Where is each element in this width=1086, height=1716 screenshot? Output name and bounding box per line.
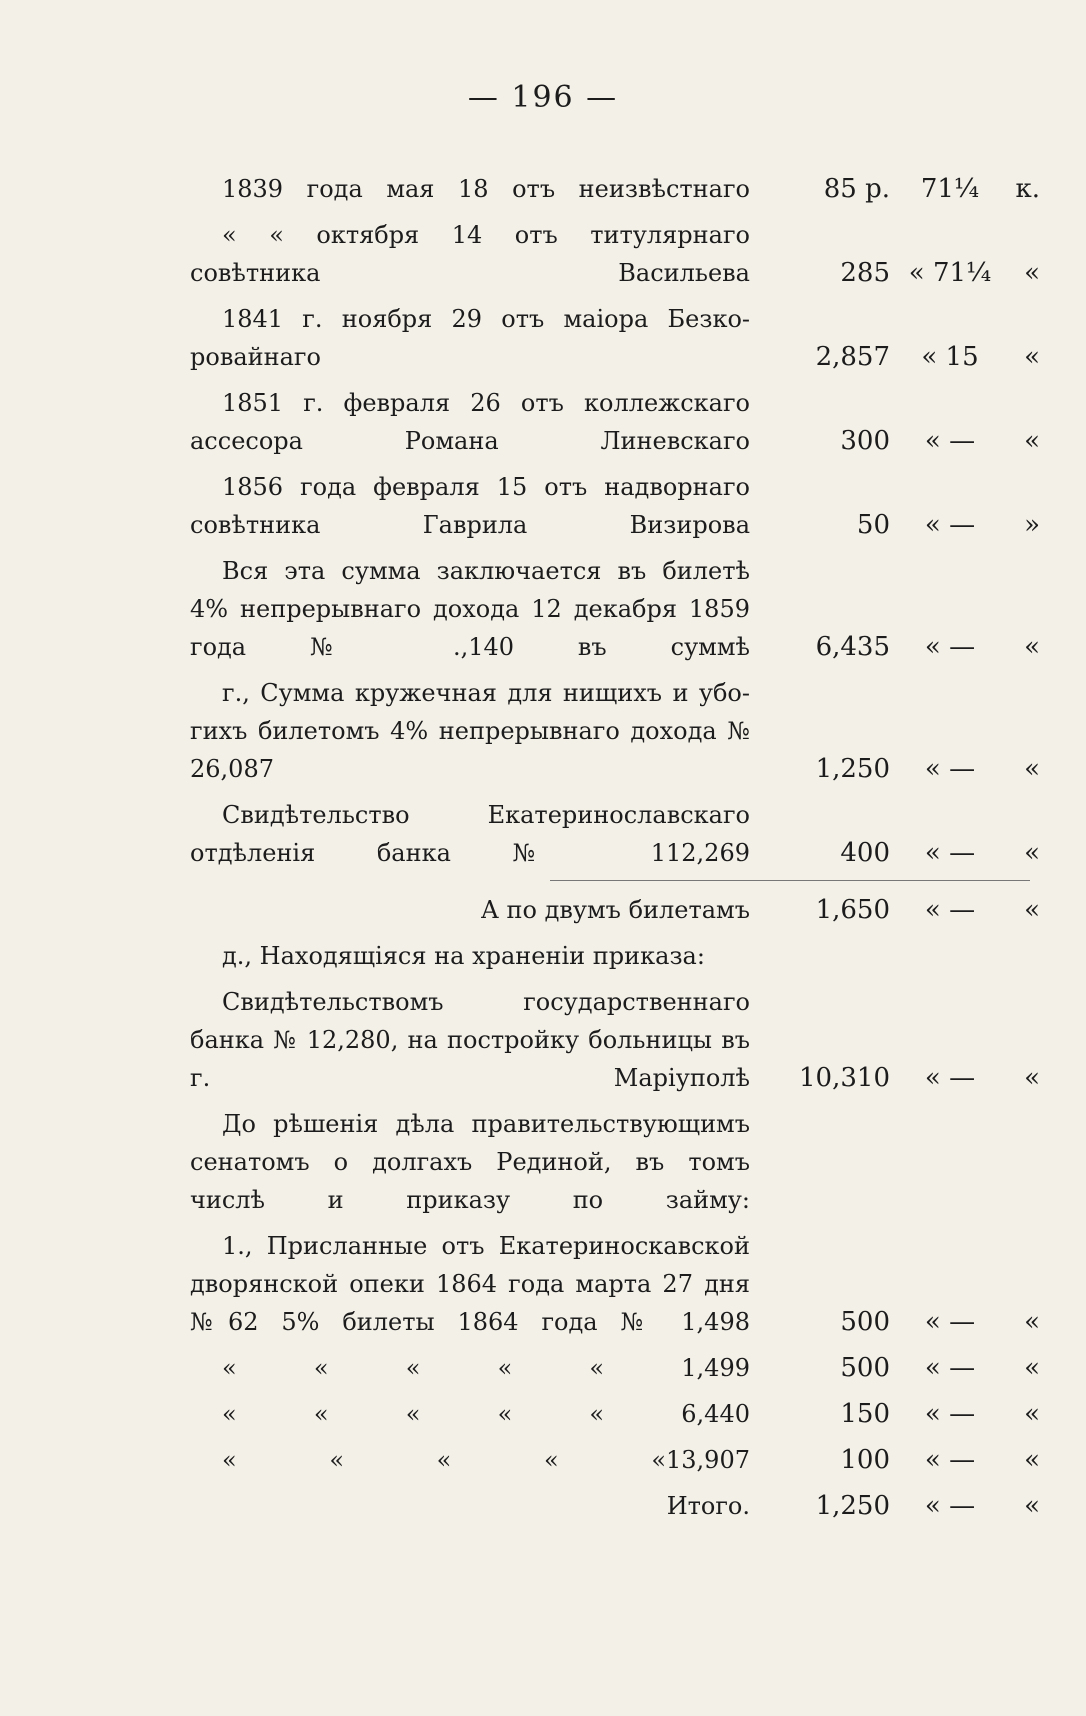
- ledger-row: [190, 552, 1040, 666]
- entry-unit: «: [1024, 1063, 1040, 1093]
- entry-kopecks: « —: [924, 510, 976, 540]
- entry-amount: [750, 834, 1040, 872]
- ledger-row: [190, 468, 1040, 544]
- entry-unit: «: [1024, 1353, 1040, 1383]
- section-heading: д., Находящіяся на храненіи приказа:: [222, 942, 705, 970]
- ledger-row: [190, 674, 1040, 788]
- entry-rubles: 285: [840, 258, 890, 288]
- subtotal-kopecks: « —: [924, 895, 976, 925]
- ledger-row: [190, 300, 1040, 376]
- ledger-row: [190, 1227, 1040, 1341]
- note-paragraph: До рѣшенія дѣла правительствующимъ сенатомъ о долгахъ Рединой, въ томъ числѣ и приказу по займу:: [190, 1110, 750, 1214]
- entry-rubles: 300: [840, 426, 890, 456]
- total-row: [190, 1487, 1040, 1525]
- entry-description: « « « « «13,907: [222, 1446, 750, 1474]
- entry-description: 1856 года февраля 15 отъ надворнаго совѣтника Гаврила Визирова: [190, 473, 750, 539]
- entry-kopecks: 71¼: [920, 174, 980, 204]
- entry-rubles: 85 р.: [823, 174, 890, 204]
- ledger-row: [190, 1349, 1040, 1387]
- entry-amount: [750, 1441, 1040, 1479]
- entry-unit: «: [1024, 632, 1040, 662]
- ledger-row: [190, 796, 1040, 872]
- entry-kopecks: « —: [924, 838, 976, 868]
- ledger-row: [190, 983, 1040, 1097]
- total-rubles: 1,250: [815, 1491, 890, 1521]
- entry-description: г., Сумма кружечная для нищихъ и убогихъ билетомъ 4% непрерывнаго дохода № 26,087: [190, 679, 750, 783]
- ledger-row: [190, 1441, 1040, 1479]
- entry-rubles: 500: [840, 1307, 890, 1337]
- entry-amount: [750, 422, 1040, 460]
- entry-rubles: 50: [856, 510, 890, 540]
- entry-description: « « октября 14 отъ титулярнаго совѣтника Васильева: [190, 221, 750, 287]
- entry-description: 1851 г. февраля 26 отъ коллежскаго ассесора Романа Линевскаго: [190, 389, 750, 455]
- ledger-row: [190, 170, 1040, 208]
- entry-amount: [750, 628, 1040, 666]
- entry-rubles: 150: [840, 1399, 890, 1429]
- entry-kopecks: « —: [924, 1445, 976, 1475]
- entry-description: « « « « « 1,499: [222, 1354, 750, 1382]
- entry-unit: «: [1024, 1307, 1040, 1337]
- divider: [550, 880, 1030, 881]
- entry-amount: [750, 1349, 1040, 1387]
- entry-kopecks: « —: [924, 1063, 976, 1093]
- subtotal-row: [190, 891, 1040, 929]
- entry-kopecks: « —: [924, 1399, 976, 1429]
- entry-kopecks: « 15: [921, 342, 979, 372]
- entry-kopecks: « 71¼: [908, 258, 992, 288]
- ledger-block-storage: [190, 983, 1040, 1097]
- total-unit: «: [1024, 1491, 1040, 1521]
- ledger-row: [190, 216, 1040, 292]
- ledger-row: [190, 1395, 1040, 1433]
- entry-amount: [750, 1395, 1040, 1433]
- entry-unit: «: [1024, 342, 1040, 372]
- entry-unit: «: [1024, 838, 1040, 868]
- entry-unit: «: [1024, 426, 1040, 456]
- entry-unit: »: [1024, 510, 1040, 540]
- entry-kopecks: « —: [924, 754, 976, 784]
- entry-rubles: 2,857: [815, 342, 890, 372]
- entry-description: « « « « « 6,440: [222, 1400, 750, 1428]
- entry-description: 1841 г. ноября 29 отъ маіора Безкоровайнаго: [190, 305, 750, 371]
- entry-kopecks: « —: [924, 426, 976, 456]
- ledger-row: [190, 384, 1040, 460]
- total-label: Итого.: [666, 1492, 750, 1520]
- total-kopecks: « —: [924, 1491, 976, 1521]
- entry-kopecks: « —: [924, 1353, 976, 1383]
- ledger-block-bonds: [190, 1227, 1040, 1479]
- entry-rubles: 100: [840, 1445, 890, 1475]
- subtotal-rubles: 1,650: [815, 895, 890, 925]
- entry-amount: [750, 338, 1040, 376]
- entry-description: Свидѣтельствомъ государственнаго банка № 12,280, на постройку больницы въ г. Маріуполѣ: [190, 988, 750, 1092]
- subtotal-label: А по двумъ билетамъ: [480, 896, 750, 924]
- entry-amount: [750, 1303, 1040, 1341]
- entry-amount: [750, 1059, 1040, 1097]
- entry-description: 1839 года мая 18 отъ неизвѣстнаго: [222, 175, 750, 203]
- entry-amount: [750, 170, 1040, 208]
- entry-amount: [750, 506, 1040, 544]
- entry-unit: «: [1024, 258, 1040, 288]
- entry-description: Свидѣтельство Екатеринославскаго отдѣленія банка № 112,269: [190, 801, 750, 867]
- entry-description: 1., Присланные отъ Екатериноскавской дворянской опеки 1864 года марта 27 дня №62 5% билеты 1864 года № 1,498: [190, 1232, 750, 1336]
- subtotal-unit: «: [1024, 895, 1040, 925]
- entry-kopecks: « —: [924, 1307, 976, 1337]
- entry-rubles: 400: [840, 838, 890, 868]
- entry-rubles: 500: [840, 1353, 890, 1383]
- ledger-block-donations: [190, 170, 1040, 872]
- entry-unit: к.: [1015, 174, 1040, 204]
- total-amount: [750, 1487, 1040, 1525]
- entry-kopecks: « —: [924, 632, 976, 662]
- ledger: [190, 170, 1040, 1533]
- entry-rubles: 10,310: [799, 1063, 890, 1093]
- entry-rubles: 6,435: [815, 632, 890, 662]
- entry-rubles: 1,250: [815, 754, 890, 784]
- entry-unit: «: [1024, 754, 1040, 784]
- entry-amount: [750, 750, 1040, 788]
- entry-amount: [750, 254, 1040, 292]
- entry-unit: «: [1024, 1445, 1040, 1475]
- entry-description: Вся эта сумма заключается въ билетѣ 4% непрерывнаго дохода 12 декабря 1859 года № .,140 въ суммѣ: [190, 557, 750, 661]
- entry-unit: «: [1024, 1399, 1040, 1429]
- page-number: — 196 —: [467, 80, 619, 115]
- subtotal-amount: [750, 891, 1040, 929]
